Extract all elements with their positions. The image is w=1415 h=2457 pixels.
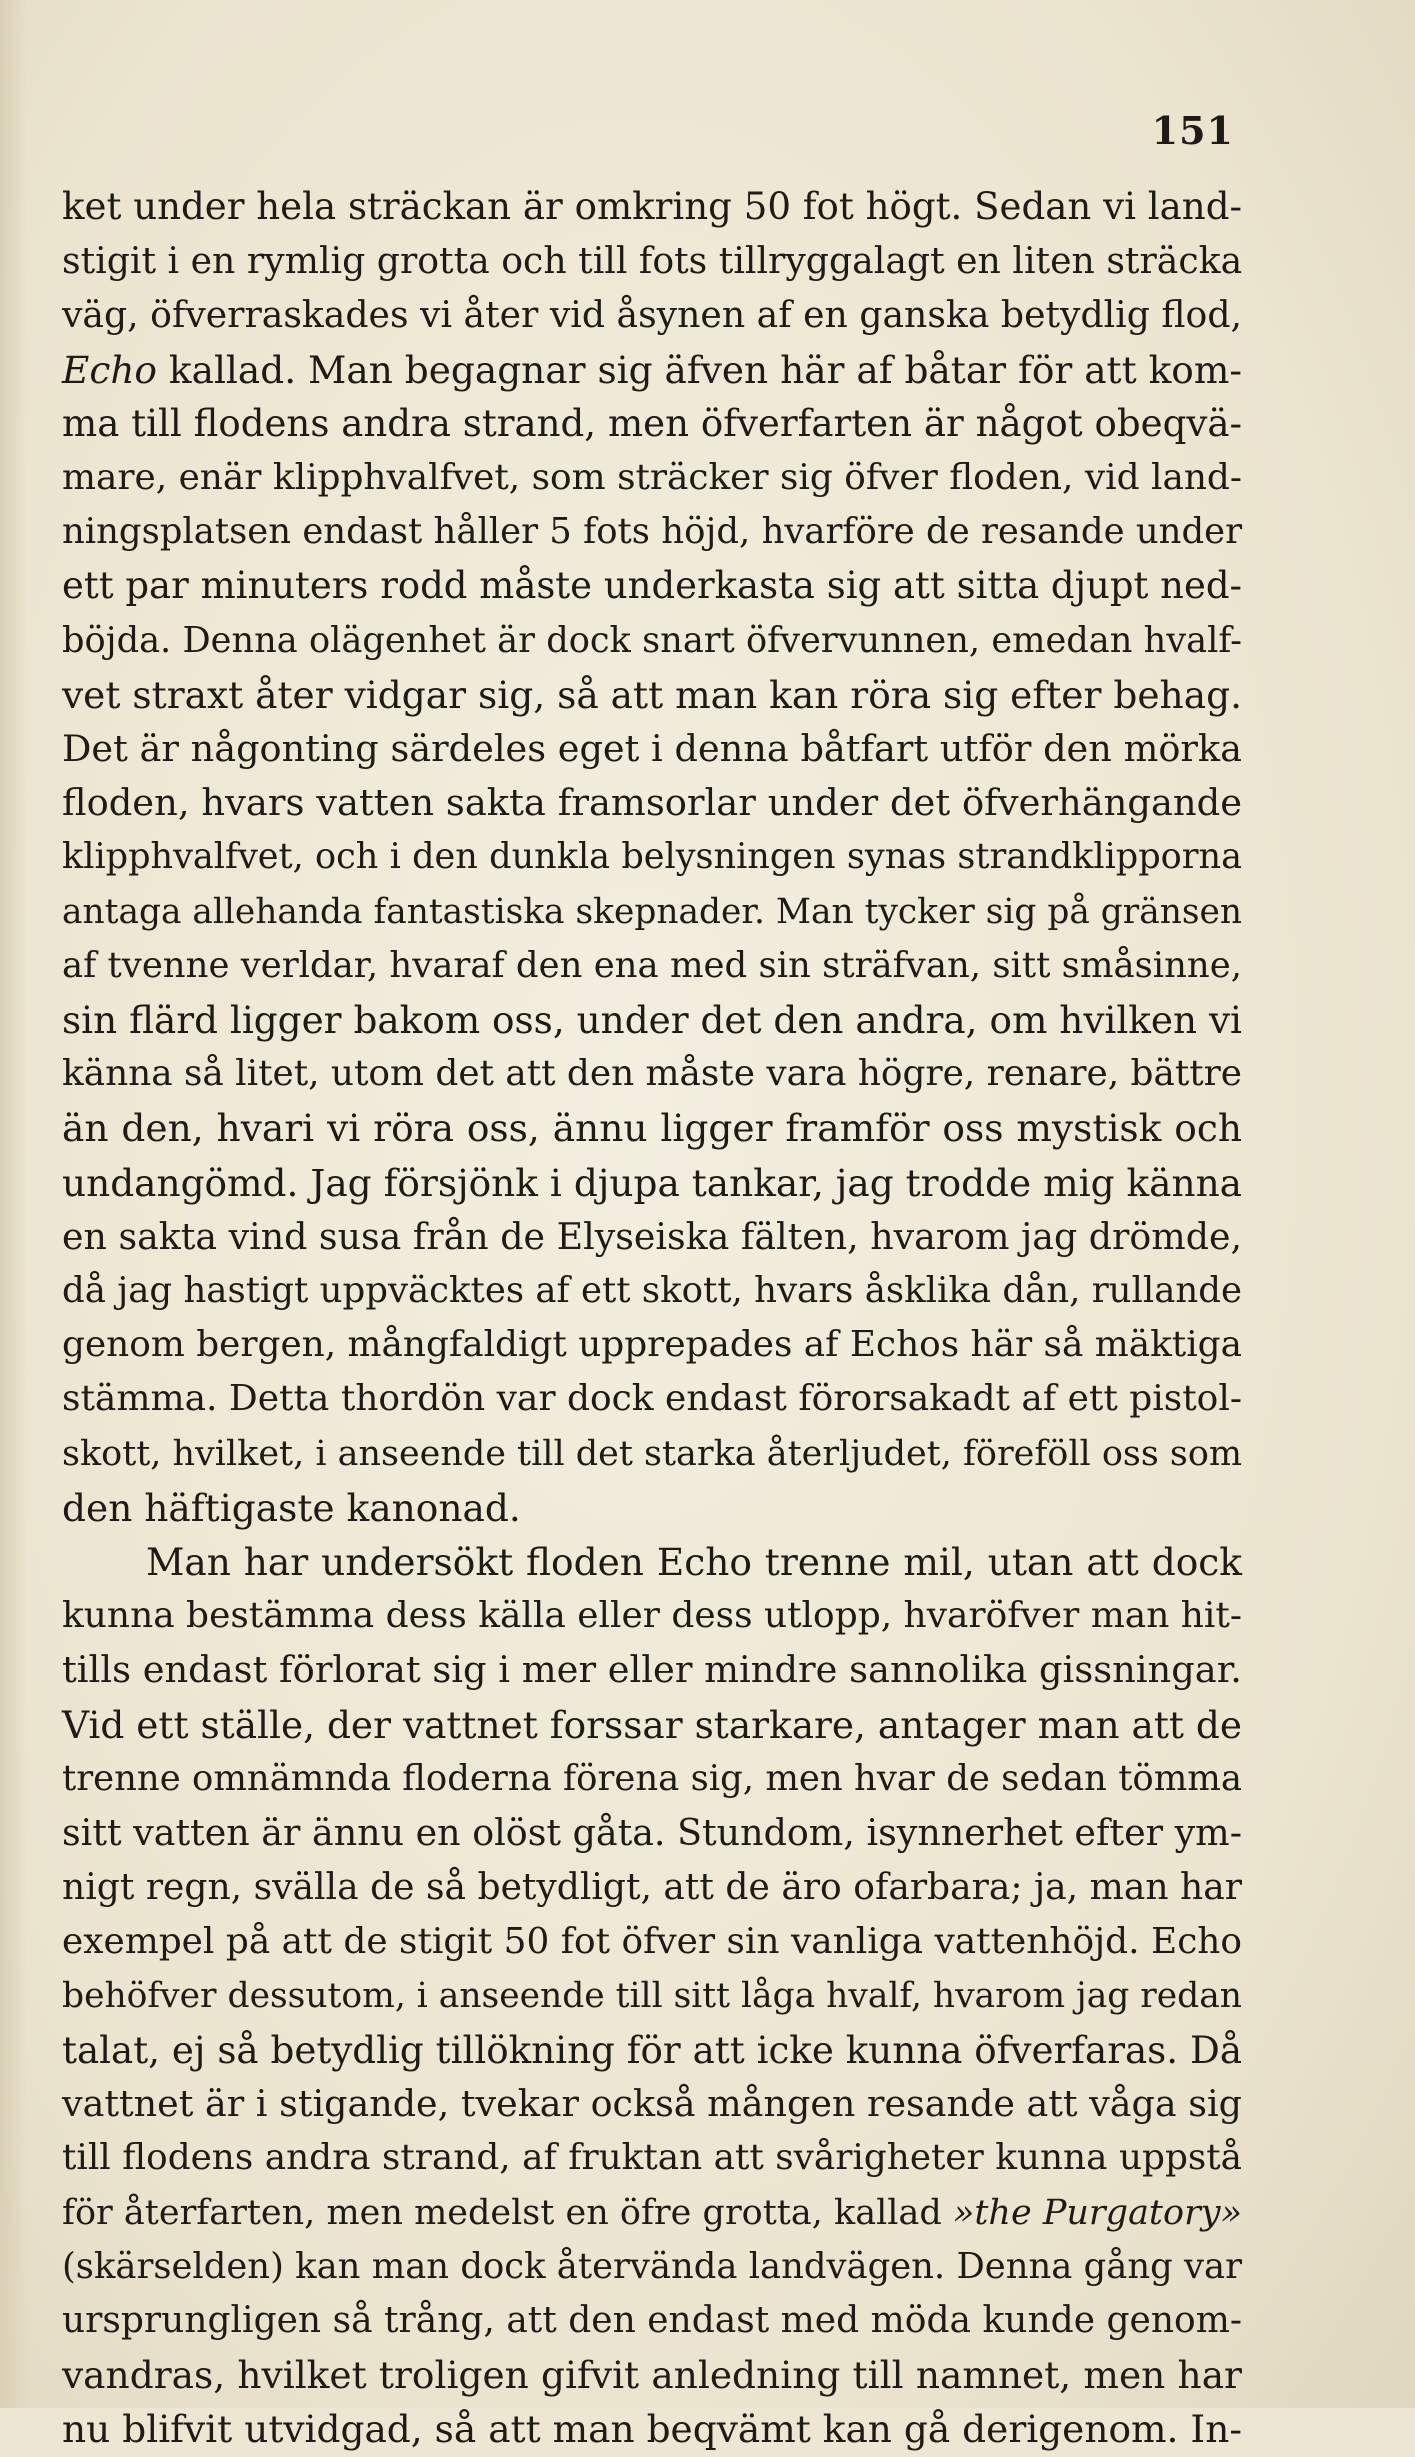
text-line: nigt regn, svälla de så betydligt, att de äro ofarbara; ja, man har — [62, 1866, 1242, 1909]
text-line: Det är någonting särdeles eget i denna båtfart utför den mörka — [62, 727, 1242, 771]
text-line: nu blifvit utvidgad, så att man beqvämt kan gå derigenom. In- — [62, 2407, 1242, 2452]
text-line: undangömd. Jag försjönk i djupa tankar, jag trodde mig känna — [62, 1160, 1242, 1205]
text-line: kunna bestämma dess källa eller dess utlopp, hvaröfver man hit- — [62, 1595, 1243, 1637]
text-line: böjda. Denna olägenhet är dock snart öfvervunnen, emedan hvalf- — [62, 619, 1242, 661]
text-line: skott, hvilket, i anseende till det starka återljudet, föreföll oss som — [62, 1433, 1243, 1474]
text-line: ket under hela sträckan är omkring 50 fot högt. Sedan vi land- — [62, 185, 1242, 228]
text-line: genom bergen, mångfaldigt upprepades af Echos här så mäktiga — [62, 1324, 1242, 1366]
page-number: 151 — [1151, 108, 1234, 153]
text-line: floden, hvars vatten sakta framsorlar under det öfverhängande — [62, 781, 1242, 825]
text-line: ursprungligen så trång, att den endast med möda kunde genom- — [62, 2299, 1242, 2341]
text-line: af tvenne verldar, hvaraf den ena med sin sträfvan, sitt småsinne, — [62, 944, 1242, 986]
text-line: vattnet är i stigande, tvekar också mången resande att våga sig — [62, 2082, 1242, 2126]
text-line: Man har undersökt floden Echo trenne mil, utan att dock — [146, 1540, 1242, 1585]
text-line: den häftigaste kanonad. — [62, 1485, 521, 1530]
body-text — [62, 180, 1242, 2457]
text-line: mare, enär klipphvalfvet, som sträcker sig öfver floden, vid land- — [62, 457, 1242, 499]
text-line: till flodens andra strand, af fruktan att svårigheter kunna uppstå — [62, 2137, 1242, 2179]
text-line: då jag hastigt uppväcktes af ett skott, hvars åsklika dån, rullande — [62, 1270, 1242, 1312]
text-line: ett par minuters rodd måste underkasta sig att sitta djupt ned- — [62, 564, 1242, 608]
line-start: för återfarten, men medelst en öfre grotta, kallad — [62, 2192, 953, 2233]
text-line: en sakta vind susa från de Elyseiska fälten, hvarom jag drömde, — [62, 1214, 1242, 1258]
text-line: antaga allehanda fantastiska skepnader. Man tycker sig på gränsen — [62, 891, 1242, 932]
text-line: tills endast förlorat sig i mer eller mindre sannolika gissningar. — [62, 1648, 1242, 1692]
text-line — [62, 343, 1242, 397]
text-line: stigit i en rymlig grotta och till fots tillryggalagt en liten sträcka — [62, 239, 1243, 283]
text-line: stämma. Detta thordön var dock endast förorsakadt af ett pistol- — [62, 1378, 1242, 1420]
italic-word: Echo — [62, 347, 157, 392]
line-rest: kallad. Man begagnar sig äfven här af båtar för att kom- — [157, 347, 1242, 392]
text-line: sin flärd ligger bakom oss, under det den andra, om hvilken vi — [62, 998, 1242, 1043]
text-line: klipphvalfvet, och i den dunkla belysningen synas strandklipporna — [62, 836, 1242, 878]
text-line: än den, hvari vi röra oss, ännu ligger framför oss mystisk och — [62, 1106, 1242, 1151]
text-line: ningsplatsen endast håller 5 fots höjd, hvarföre de resande under — [62, 511, 1242, 553]
text-line: Vid ett ställe, der vattnet forssar starkare, antager man att de — [62, 1702, 1242, 1747]
paragraph-1 — [62, 180, 1242, 1535]
italic-phrase: »the Purgatory» — [952, 2192, 1242, 2233]
text-line: vet straxt åter vidgar sig, så att man kan röra sig efter behag. — [62, 672, 1242, 717]
text-line: känna så litet, utom det att den måste vara högre, renare, bättre — [62, 1053, 1242, 1095]
text-line — [62, 2186, 1242, 2240]
text-line: väg, öfverraskades vi åter vid åsynen af en ganska betydlig flod, — [62, 293, 1242, 337]
text-line: ma till flodens andra strand, men öfverfarten är något obeqvä- — [62, 401, 1242, 445]
paragraph-2 — [62, 1535, 1242, 2456]
text-line: behöfver dessutom, i anseende till sitt låga hvalf, hvarom jag redan — [62, 1975, 1242, 2016]
text-line: (skärselden) kan man dock återvända landvägen. Denna gång var — [62, 2245, 1242, 2287]
text-line: sitt vatten är ännu en olöst gåta. Stundom, isynnerhet efter ym- — [62, 1811, 1242, 1855]
text-line: talat, ej så betydlig tillökning för att icke kunna öfverfaras. Då — [62, 2027, 1242, 2072]
text-line: trenne omnämnda floderna förena sig, men hvar de sedan tömma — [62, 1757, 1242, 1799]
text-line: exempel på att de stigit 50 fot öfver sin vanliga vattenhöjd. Echo — [62, 1920, 1242, 1962]
text-line: vandras, hvilket troligen gifvit anledning till namnet, men har — [62, 2353, 1242, 2398]
